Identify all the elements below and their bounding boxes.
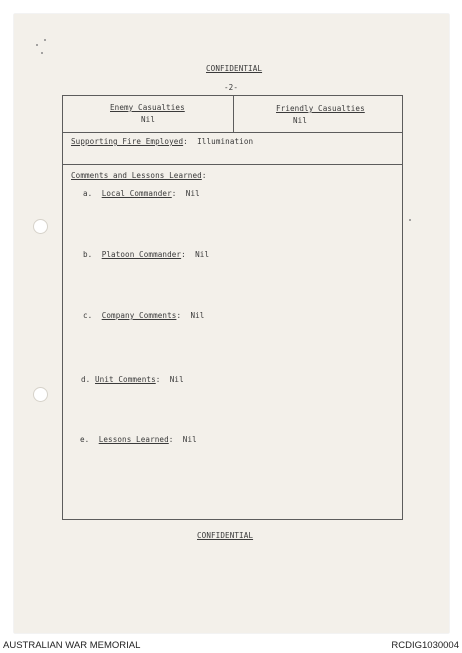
- comment-item-letter: e.: [80, 435, 90, 444]
- paper-speck: [41, 52, 43, 54]
- comment-item-value: Nil: [169, 375, 184, 384]
- supporting-fire-rule: [62, 164, 403, 165]
- archive-footer: [0, 636, 462, 653]
- comment-item-value: Nil: [182, 435, 197, 444]
- comment-item-company-comments: c. Company Comments: Nil: [83, 311, 205, 320]
- comment-item-letter: d.: [81, 375, 91, 384]
- page-number: -2-: [224, 83, 239, 92]
- comment-item-value: Nil: [185, 189, 200, 198]
- paper-speck: [36, 44, 38, 46]
- punch-hole-top: [33, 219, 48, 234]
- casualties-divider: [233, 96, 234, 132]
- header-classification: CONFIDENTIAL: [206, 64, 263, 73]
- paper-speck: [44, 39, 46, 41]
- comments-heading: Comments and Lessons Learned: [71, 171, 202, 180]
- enemy-casualties-value: Nil: [141, 115, 156, 124]
- comment-item-label: Lessons Learned: [98, 435, 169, 444]
- comment-item-letter: a.: [83, 189, 93, 198]
- supporting-fire-row: Supporting Fire Employed: Illumination: [71, 137, 254, 146]
- comment-item-platoon-commander: b. Platoon Commander: Nil: [83, 250, 210, 259]
- casualties-rule: [62, 132, 403, 133]
- archive-reference: RCDIG1030004: [391, 640, 459, 651]
- comment-item-letter: b.: [83, 250, 93, 259]
- comment-item-label: Platoon Commander: [101, 250, 182, 259]
- comment-item-label: Company Comments: [101, 311, 177, 320]
- report-frame: [62, 95, 403, 520]
- supporting-fire-value: Illumination: [197, 137, 254, 146]
- comment-item-label: Local Commander: [101, 189, 172, 198]
- supporting-fire-label: Supporting Fire Employed: [71, 137, 184, 146]
- comment-item-value: Nil: [195, 250, 210, 259]
- paper-speck: [409, 219, 411, 221]
- friendly-casualties-label: Friendly Casualties: [276, 104, 365, 113]
- friendly-casualties-value: Nil: [293, 116, 308, 125]
- comment-item-label: Unit Comments: [95, 375, 156, 384]
- footer-classification: CONFIDENTIAL: [197, 531, 254, 540]
- comments-heading-row: Comments and Lessons Learned:: [71, 171, 207, 180]
- comment-item-unit-comments: d. Unit Comments: Nil: [81, 375, 184, 384]
- archive-institution: AUSTRALIAN WAR MEMORIAL: [3, 640, 141, 651]
- comment-item-value: Nil: [190, 311, 205, 320]
- enemy-casualties-label: Enemy Casualties: [110, 103, 185, 112]
- comment-item-lessons-learned: e. Lessons Learned: Nil: [80, 435, 197, 444]
- comment-item-local-commander: a. Local Commander: Nil: [83, 189, 200, 198]
- punch-hole-bottom: [33, 387, 48, 402]
- comment-item-letter: c.: [83, 311, 93, 320]
